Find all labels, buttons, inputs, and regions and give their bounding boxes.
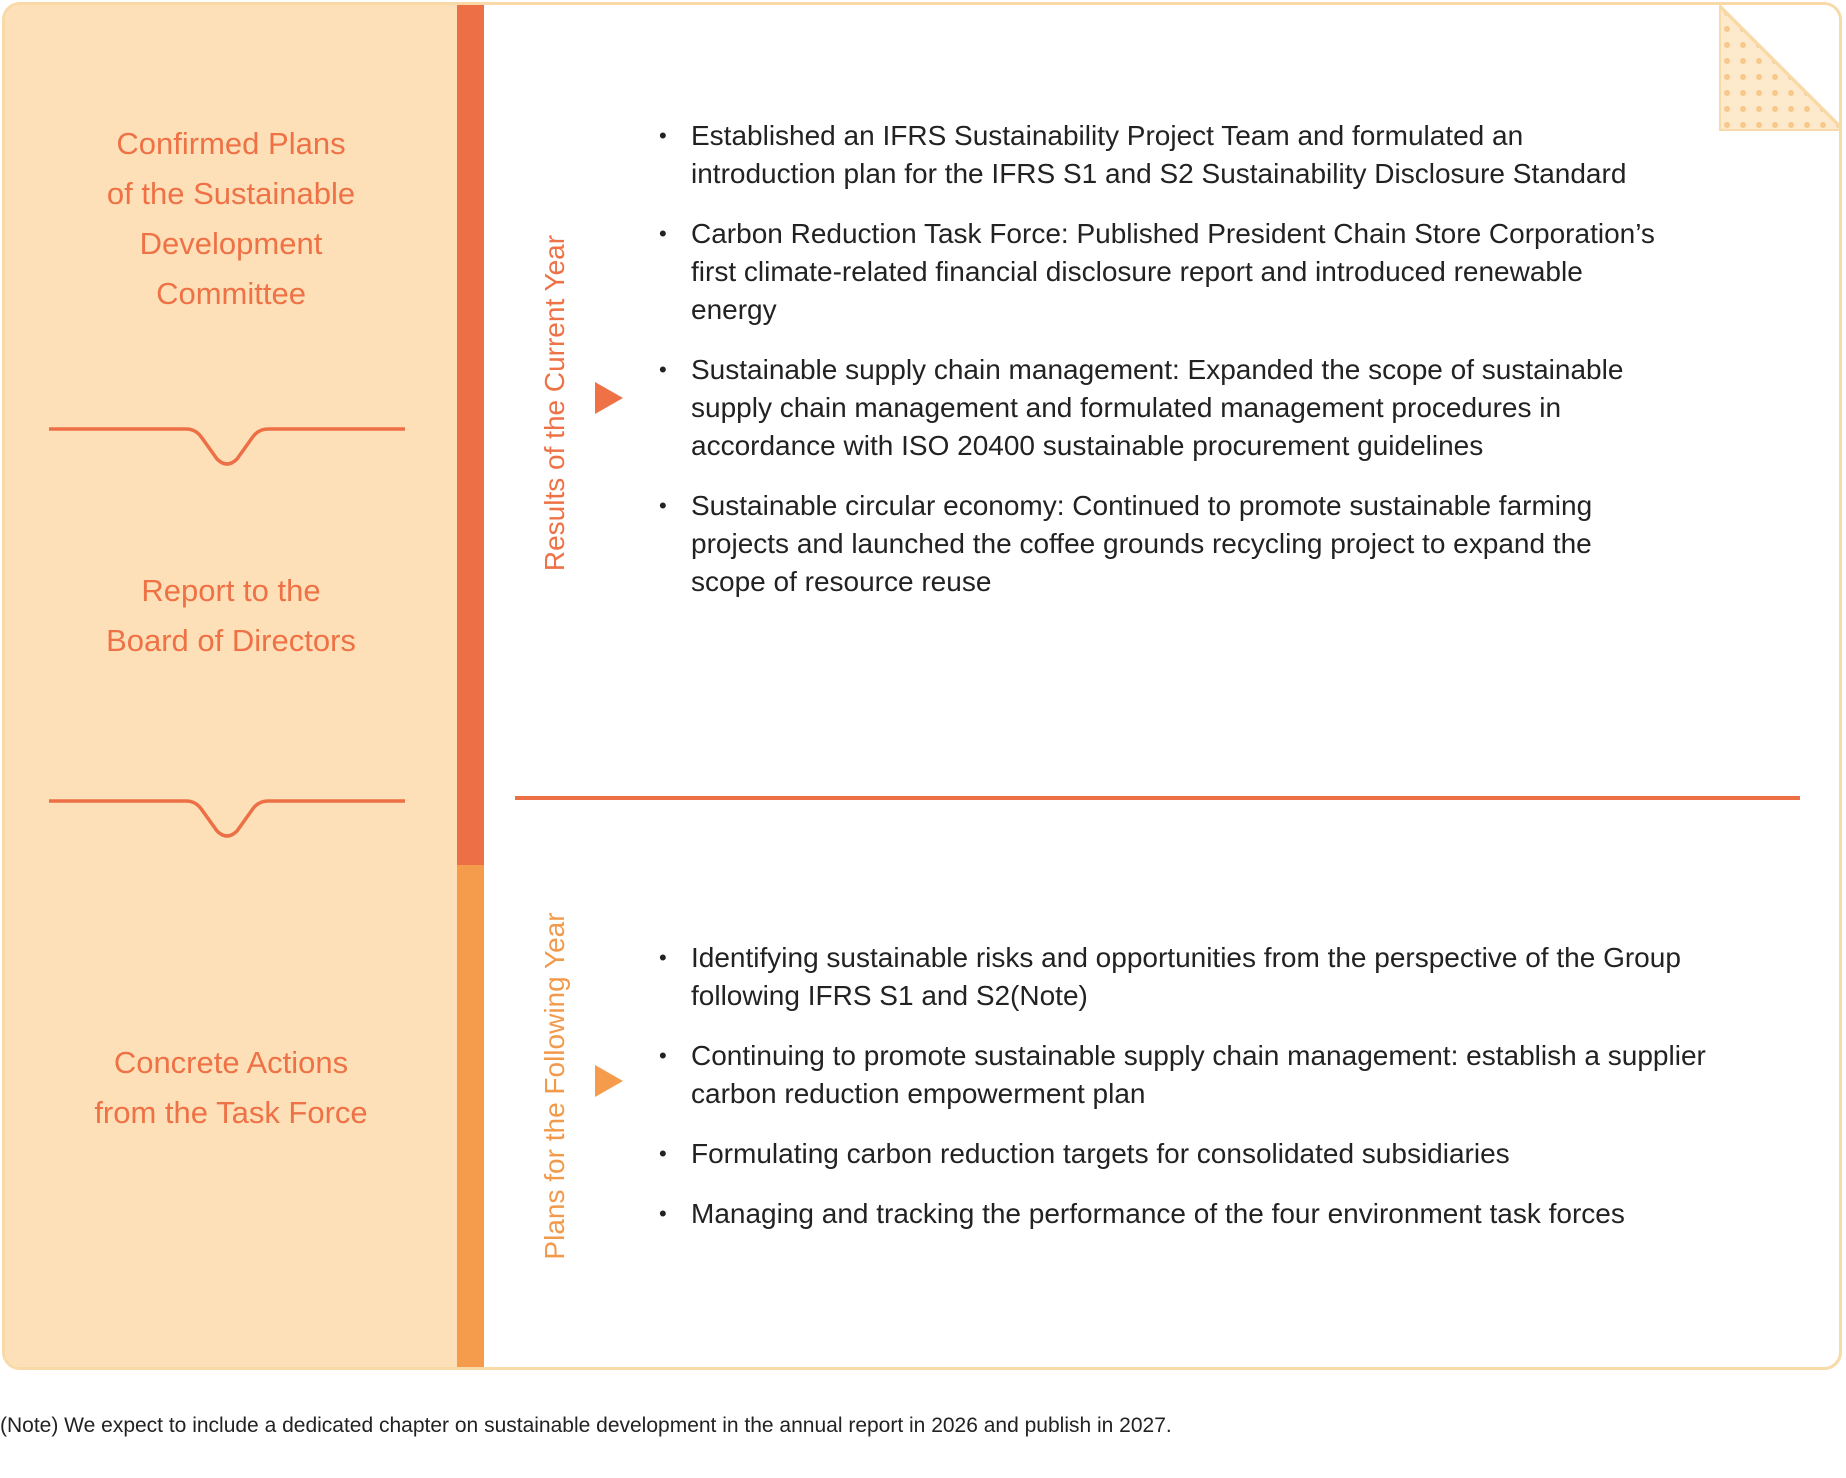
chevron-down-line-icon bbox=[49, 411, 405, 469]
current-year-bar bbox=[457, 5, 484, 865]
list-item: • Established an IFRS Sustainability Project Team and formulated an introduction plan for the IFRS S1 and S2 Sustainability Disclosure Standard bbox=[659, 117, 1659, 193]
current-year-label: Results of the Current Year bbox=[539, 234, 570, 572]
list-item: • Sustainable circular economy: Continued to promote sustainable farming projects and launched the coffee grounds recycling project to expand the scope of resource reuse bbox=[659, 487, 1659, 601]
chevron-down-line-icon bbox=[49, 783, 405, 841]
following-year-label: Plans for the Following Year bbox=[539, 912, 570, 1260]
left-panel bbox=[5, 5, 457, 1367]
list-item: • Managing and tracking the performance of the four environment task forces bbox=[659, 1195, 1749, 1233]
board-label: Report to the Board of Directors bbox=[106, 573, 356, 658]
list-item: • Carbon Reduction Task Force: Published President Chain Store Corporation’s first climate-related financial disclosure report and introduced renewable energy bbox=[659, 215, 1659, 329]
footnote: (Note) We expect to include a dedicated chapter on sustainable development in the annual report in 2026 and publish in 2027. bbox=[0, 1414, 1172, 1437]
play-triangle-icon bbox=[595, 1065, 623, 1097]
current-year-list bbox=[659, 117, 1659, 623]
process-card bbox=[2, 2, 1842, 1370]
list-item: • Sustainable supply chain management: Expanded the scope of sustainable supply chain management and formulated management procedures in accordance with ISO 20400 sustainable procurement guidelines bbox=[659, 351, 1659, 465]
list-item: • Continuing to promote sustainable supply chain management: establish a supplier carbon reduction empowerment plan bbox=[659, 1037, 1749, 1113]
following-year-list bbox=[659, 939, 1749, 1255]
list-item: • Formulating carbon reduction targets for consolidated subsidiaries bbox=[659, 1135, 1749, 1173]
folded-page-corner-icon bbox=[1719, 5, 1842, 131]
following-year-bar bbox=[457, 865, 484, 1370]
list-item: • Identifying sustainable risks and opportunities from the perspective of the Group following IFRS S1 and S2(Note) bbox=[659, 939, 1749, 1015]
task-force-label: Concrete Actions from the Task Force bbox=[94, 1045, 368, 1130]
section-divider bbox=[515, 796, 1800, 800]
committee-label: Confirmed Plans of the Sustainable Development Committee bbox=[106, 126, 356, 311]
play-triangle-icon bbox=[595, 382, 623, 414]
